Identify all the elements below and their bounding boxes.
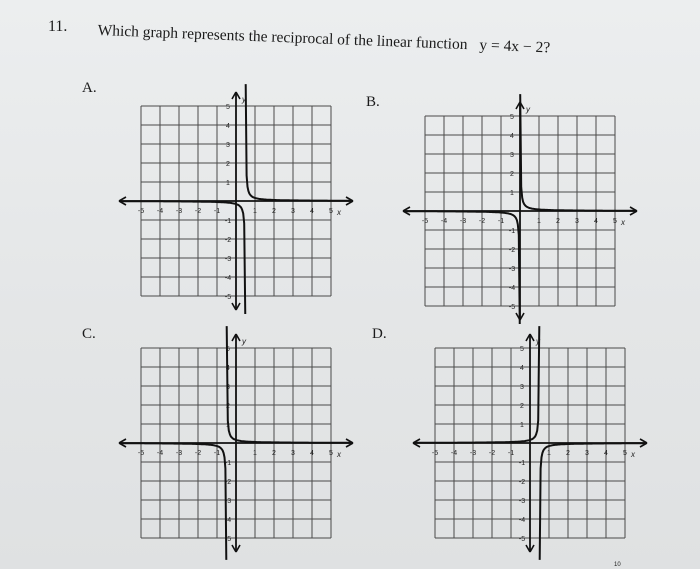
y-tick-label: 5 <box>520 346 524 353</box>
y-tick-label: 1 <box>226 422 230 429</box>
x-tick-label: 3 <box>575 218 579 225</box>
question-prompt: Which graph represents the reciprocal of the linear function <box>97 22 468 54</box>
x-tick-label: 5 <box>329 208 333 215</box>
x-tick-label: 1 <box>537 218 541 225</box>
y-axis-label: y <box>242 337 246 346</box>
x-tick-label: 4 <box>310 208 314 215</box>
y-tick-label: -5 <box>224 294 232 301</box>
x-tick-label: -3 <box>459 218 467 225</box>
y-tick-label: 1 <box>520 422 524 429</box>
y-tick-label: 1 <box>510 190 514 197</box>
y-tick-label: 4 <box>226 123 230 130</box>
x-tick-label: 3 <box>585 450 589 457</box>
y-tick-label: 5 <box>226 346 230 353</box>
x-tick-label: 2 <box>556 218 560 225</box>
x-tick-label: -2 <box>194 208 202 215</box>
y-tick-label: -3 <box>224 256 232 263</box>
x-tick-label: 5 <box>623 450 627 457</box>
x-tick-label: 4 <box>604 450 608 457</box>
y-tick-label: 2 <box>520 403 524 410</box>
x-axis-label: x <box>337 450 341 459</box>
x-tick-label: -1 <box>507 450 515 457</box>
x-tick-label: -5 <box>137 208 145 215</box>
y-tick-label: 3 <box>226 384 230 391</box>
x-tick-label: 4 <box>594 218 598 225</box>
y-tick-label: -1 <box>224 218 232 225</box>
x-tick-label: -1 <box>213 208 221 215</box>
x-tick-label: -1 <box>497 218 505 225</box>
question-number: 11. <box>48 18 68 35</box>
y-tick-label: -4 <box>224 517 232 524</box>
page-footer-number: 10 <box>614 562 621 568</box>
graph-c[interactable] <box>104 326 360 566</box>
y-tick-label: -2 <box>224 237 232 244</box>
y-tick-label: -2 <box>508 247 516 254</box>
x-tick-label: -1 <box>213 450 221 457</box>
x-tick-label: -2 <box>194 450 202 457</box>
y-tick-label: 1 <box>226 180 230 187</box>
x-tick-label: 2 <box>272 450 276 457</box>
y-tick-label: 5 <box>510 114 514 121</box>
y-tick-label: 4 <box>510 133 514 140</box>
y-tick-label: 2 <box>226 161 230 168</box>
x-tick-label: 1 <box>253 208 257 215</box>
x-tick-label: -4 <box>440 218 448 225</box>
x-tick-label: -4 <box>156 208 164 215</box>
x-tick-label: 3 <box>291 450 295 457</box>
y-tick-label: -3 <box>518 498 526 505</box>
y-tick-label: 3 <box>510 152 514 159</box>
y-tick-label: -3 <box>508 266 516 273</box>
y-axis-label: y <box>242 95 246 104</box>
y-tick-label: 3 <box>226 142 230 149</box>
y-tick-label: 2 <box>510 171 514 178</box>
y-tick-label: -2 <box>518 479 526 486</box>
y-tick-label: -4 <box>508 285 516 292</box>
x-axis-label: x <box>621 218 625 227</box>
x-tick-label: -4 <box>450 450 458 457</box>
x-tick-label: -3 <box>469 450 477 457</box>
choice-d-label[interactable]: D. <box>372 326 387 342</box>
curve-branch <box>120 443 226 560</box>
y-tick-label: -1 <box>224 460 232 467</box>
x-tick-label: 3 <box>291 208 295 215</box>
y-tick-label: -5 <box>518 536 526 543</box>
y-tick-label: -1 <box>508 228 516 235</box>
choice-a-label[interactable]: A. <box>82 80 97 96</box>
y-tick-label: -4 <box>518 517 526 524</box>
y-tick-label: -1 <box>518 460 526 467</box>
x-tick-label: -2 <box>478 218 486 225</box>
x-axis-label: x <box>337 208 341 217</box>
y-tick-label: 2 <box>226 403 230 410</box>
y-axis-label: y <box>536 337 540 346</box>
x-tick-label: 1 <box>547 450 551 457</box>
choice-c-label[interactable]: C. <box>82 326 96 342</box>
curve-branch <box>246 84 352 201</box>
x-tick-label: -3 <box>175 208 183 215</box>
graph-a[interactable] <box>108 84 356 314</box>
x-tick-label: 2 <box>566 450 570 457</box>
y-tick-label: 4 <box>520 365 524 372</box>
graph-b[interactable] <box>392 94 640 324</box>
x-tick-label: 4 <box>310 450 314 457</box>
y-axis-label: y <box>526 105 530 114</box>
choice-b-label[interactable]: B. <box>366 94 380 110</box>
x-tick-label: 2 <box>272 208 276 215</box>
x-tick-label: -4 <box>156 450 164 457</box>
y-tick-label: 4 <box>226 365 230 372</box>
curve-branch <box>520 94 636 211</box>
x-axis-label: x <box>631 450 635 459</box>
y-tick-label: -2 <box>224 479 232 486</box>
x-tick-label: 5 <box>613 218 617 225</box>
y-tick-label: -5 <box>508 304 516 311</box>
x-tick-label: 5 <box>329 450 333 457</box>
x-tick-label: -3 <box>175 450 183 457</box>
y-tick-label: -5 <box>224 536 232 543</box>
x-tick-label: 1 <box>253 450 257 457</box>
x-tick-label: -5 <box>421 218 429 225</box>
y-tick-label: -3 <box>224 498 232 505</box>
question-equation: y = 4x − 2? <box>479 36 551 57</box>
question-text <box>97 22 550 57</box>
x-tick-label: -2 <box>488 450 496 457</box>
y-tick-label: -4 <box>224 275 232 282</box>
x-tick-label: -5 <box>431 450 439 457</box>
graph-d[interactable] <box>398 326 654 566</box>
curve-branch <box>540 443 646 560</box>
y-tick-label: 5 <box>226 104 230 111</box>
x-tick-label: -5 <box>137 450 145 457</box>
y-tick-label: 3 <box>520 384 524 391</box>
